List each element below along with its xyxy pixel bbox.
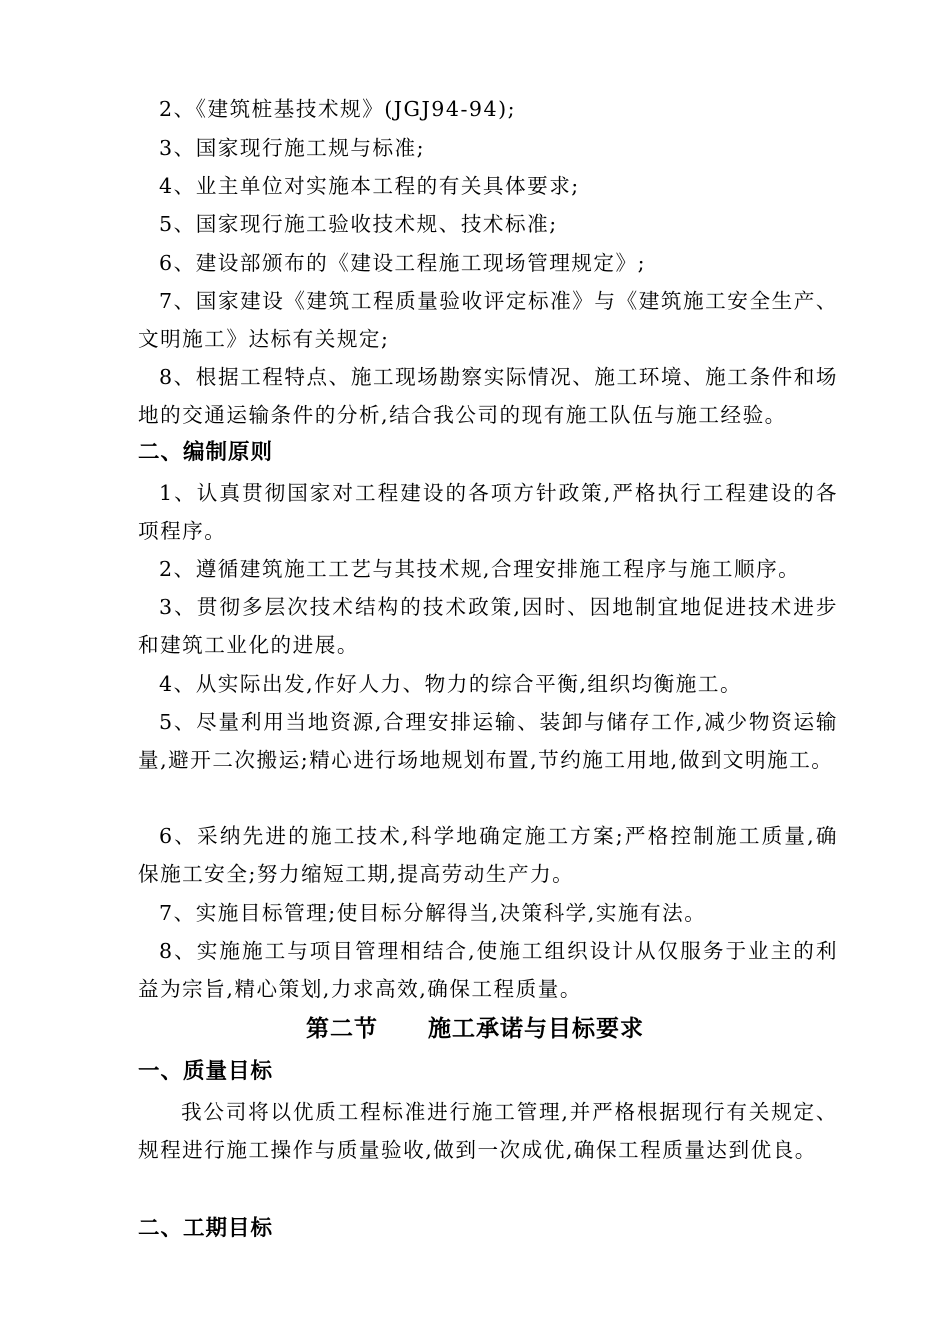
principle-item-2: 2、遵循建筑施工工艺与其技术规,合理安排施工程序与施工顺序。: [159, 557, 801, 581]
schedule-heading: 二、工期目标: [138, 1216, 274, 1241]
basis-item-6: 6、建设部颁布的《建设工程施工现场管理规定》;: [159, 251, 647, 275]
principle-item-4: 4、从实际出发,作好人力、物力的综合平衡,组织均衡施工。: [159, 672, 743, 696]
principles-heading: 二、编制原则: [138, 440, 274, 465]
basis-item-4: 4、业主单位对实施本工程的有关具体要求;: [159, 174, 580, 198]
basis-item-7: 7、国家建设《建筑工程质量验收评定标准》与《建筑施工安全生产、文明施工》达标有关规定;: [138, 289, 838, 351]
basis-item-2: 2、《建筑桩基技术规》(JGJ94-94);: [159, 97, 517, 121]
basis-item-5: 5、国家现行施工验收技术规、技术标准;: [159, 212, 558, 236]
section-title: [0, 1010, 950, 1048]
principle-item-3: 3、贯彻多层次技术结构的技术政策,因时、因地制宜地促进技术进步和建筑工业化的进展。: [138, 595, 838, 657]
principle-item-7: 7、实施目标管理;使目标分解得当,决策科学,实施有法。: [159, 901, 707, 925]
quality-text: 我公司将以优质工程标准进行施工管理,并严格根据现行有关规定、规程进行施工操作与质量验收,做到一次成优,确保工程质量达到优良。: [138, 1100, 838, 1162]
quality-heading: 一、质量目标: [138, 1059, 274, 1084]
principle-item-6: 6、采纳先进的施工技术,科学地确定施工方案;严格控制施工质量,确保施工安全;努力缩短工期,提高劳动生产力。: [138, 824, 838, 886]
section-number: 第二节: [306, 1016, 378, 1042]
principle-item-1: 1、认真贯彻国家对工程建设的各项方针政策,严格执行工程建设的各项程序。: [138, 481, 838, 543]
section-name: 施工承诺与目标要求: [428, 1016, 644, 1042]
principle-item-8: 8、实施施工与项目管理相结合,使施工组织设计从仅服务于业主的利益为宗旨,精心策划,力求高效,确保工程质量。: [138, 939, 838, 1001]
basis-item-8: 8、根据工程特点、施工现场勘察实际情况、施工环境、施工条件和场地的交通运输条件的分析,结合我公司的现有施工队伍与施工经验。: [138, 365, 838, 427]
principle-item-5: 5、尽量利用当地资源,合理安排运输、装卸与储存工作,减少物资运输量,避开二次搬运;精心进行场地规划布置,节约施工用地,做到文明施工。: [138, 710, 838, 772]
basis-item-3: 3、国家现行施工规与标准;: [159, 136, 426, 160]
